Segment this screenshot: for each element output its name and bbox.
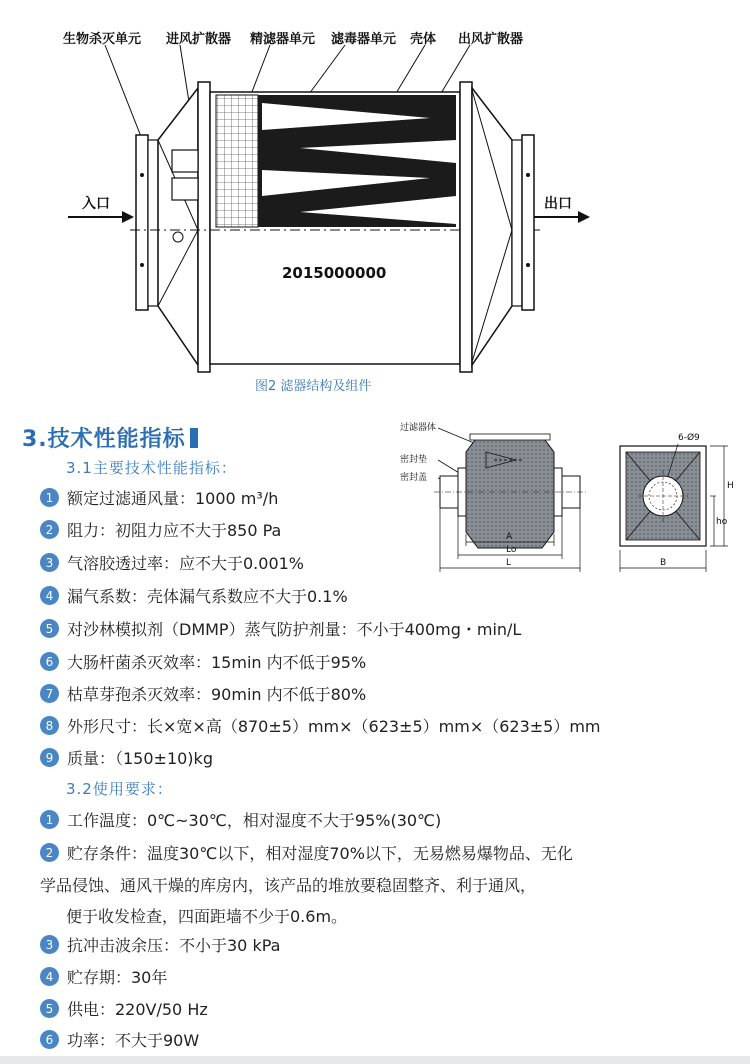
spec-item: 6 大肠杆菌杀灭效率：15min 内不低于95%: [40, 650, 366, 673]
dim-H: H: [727, 481, 734, 491]
item-number-badge: 4: [40, 967, 59, 986]
dim-ho: ho: [716, 517, 728, 527]
spec-item: 1 额定过滤通风量：1000 m³/h: [40, 486, 278, 509]
dim-L: L: [506, 558, 512, 568]
label-shell: 壳体: [410, 32, 437, 47]
item-number-badge: 3: [40, 935, 59, 954]
serial-number: 2015000000: [282, 264, 387, 282]
item-number-badge: 1: [40, 488, 59, 507]
dim-label-filter-body: 过滤器体: [400, 423, 437, 433]
subsection-usage-title: 3.2使用要求：: [66, 780, 173, 798]
subsection-specs-title: 3.1主要技术性能指标：: [66, 459, 237, 477]
usage-item: 2 贮存条件：温度30℃以下，相对湿度70%以下，无易燃易爆物品、无化: [40, 841, 573, 864]
outlet-label: 出口: [544, 196, 572, 212]
usage-item: 6 功率：不大于90W: [40, 1028, 199, 1051]
filter-diagram-graphic: [0, 0, 750, 400]
title-bar-mark: [190, 428, 198, 448]
label-outlet-diffuser: 出风扩散器: [458, 32, 524, 47]
usage-item-continued: 学品侵蚀、通风干燥的库房内，该产品的堆放要稳固整齐、利于通风，: [40, 876, 537, 895]
footer-bar: [0, 1056, 750, 1064]
item-number-badge: 8: [40, 716, 59, 735]
label-bio-kill-unit: 生物杀灭单元: [63, 32, 142, 47]
item-number-badge: 5: [40, 999, 59, 1018]
figure-caption: 图2 滤器结构及组件: [255, 379, 372, 394]
item-number-badge: 9: [40, 748, 59, 767]
inlet-label: 入口: [82, 196, 110, 212]
dim-B: B: [660, 558, 667, 568]
spec-item: 9 质量：（150±10)kg: [40, 746, 213, 769]
spec-item: 7 枯草芽孢杀灭效率：90min 内不低于80%: [40, 682, 366, 705]
item-number-badge: 6: [40, 1030, 59, 1049]
dim-label-seal-cover: 密封盖: [400, 473, 428, 483]
usage-item: 1 工作温度：0℃~30℃，相对湿度不大于95%(30℃): [40, 808, 441, 831]
label-toxin-filter-unit: 滤毒器单元: [331, 32, 397, 47]
dim-Lo: Lo: [506, 545, 517, 555]
usage-item: 5 供电：220V/50 Hz: [40, 997, 208, 1020]
dim-bolt-holes: 6-Ø9: [678, 433, 700, 443]
item-number-badge: 6: [40, 652, 59, 671]
spec-item: 5 对沙林模拟剂（DMMP）蒸气防护剂量：不小于400mg・min/L: [40, 617, 521, 640]
usage-item: 4 贮存期：30年: [40, 965, 167, 988]
item-number-badge: 4: [40, 586, 59, 605]
label-inlet-diffuser: 进风扩散器: [166, 32, 232, 47]
section-title: 3.技术性能指标: [22, 422, 198, 453]
spec-item: 3 气溶胶透过率：应不大于0.001%: [40, 551, 304, 574]
item-number-badge: 2: [40, 520, 59, 539]
usage-item: 3 抗冲击波余压：不小于30 kPa: [40, 933, 280, 956]
item-number-badge: 5: [40, 619, 59, 638]
dimension-drawing: [398, 412, 750, 580]
label-fine-filter-unit: 精滤器单元: [250, 32, 316, 47]
spec-item: 8 外形尺寸：长×宽×高（870±5）mm×（623±5）mm×（623±5）mm: [40, 714, 601, 737]
item-number-badge: 2: [40, 843, 59, 862]
usage-item-continued: 便于收发检查，四面距墙不少于0.6m。: [66, 907, 348, 926]
dim-label-seal-gasket: 密封垫: [400, 455, 428, 465]
spec-item: 4 漏气系数：壳体漏气系数应不大于0.1%: [40, 584, 348, 607]
item-number-badge: 7: [40, 684, 59, 703]
item-number-badge: 3: [40, 553, 59, 572]
spec-item: 2 阻力：初阻力应不大于850 Pa: [40, 518, 281, 541]
item-number-badge: 1: [40, 810, 59, 829]
dim-A: A: [506, 532, 513, 542]
